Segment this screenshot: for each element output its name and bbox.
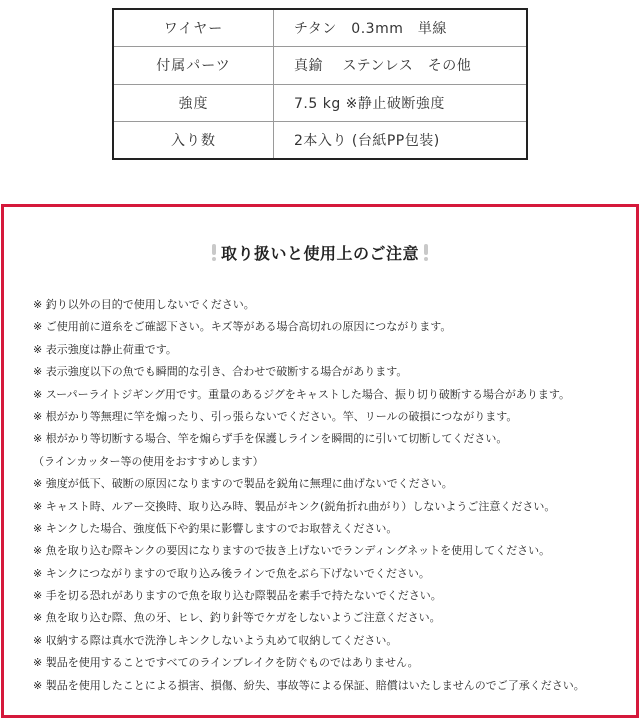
spec-row-wire [114,10,526,47]
caution-item: ※ キンクした場合、強度低下や釣果に影響しますのでお取替えください。 [33,521,398,535]
caution-item: ※ 表示強度は静止荷重です。 [33,342,177,356]
spec-value: 真鍮 ステンレス その他 [294,58,472,75]
caution-item: ※ 強度が低下、破断の原因になりますので製品を鋭角に無理に曲げないでください。 [33,477,453,491]
caution-item: ※ 収納する際は真水で洗浄しキンクしないよう丸めて収納してください。 [33,633,398,647]
caution-item: ※ 根がかり等無理に竿を煽ったり、引っ張らないでください。竿、リールの破損につながります。 [33,409,518,423]
caution-item: ※ 根がかり等切断する場合、竿を煽らず手を保護しラインを瞬間的に引いて切断してください。 [33,432,508,446]
caution-item-note: （ラインカッター等の使用をおすすめします） [33,454,264,468]
spec-row-parts [114,47,526,84]
spec-label: ワイヤー [114,10,274,46]
caution-item: ※ 表示強度以下の魚でも瞬間的な引き、合わせで破断する場合があります。 [33,365,408,379]
spec-value: 7.5 kg ※静止破断強度 [294,95,445,112]
spec-value: チタン 0.3mm 単線 [294,21,447,38]
caution-item: ※ キンクにつながりますので取り込み後ラインで魚をぶら下げないでください。 [33,566,430,580]
caution-item: ※ 釣り以外の目的で使用しないでください。 [33,298,255,311]
caution-item: ※ ご使用前に道糸をご確認下さい。キズ等がある場合高切れの原因につながります。 [33,320,452,334]
caution-item: ※ スーパーライトジギング用です。重量のあるジグをキャストした場合、振り切り破断する場合があります。 [33,387,570,401]
spec-row-quantity [114,122,526,158]
caution-item: ※ 魚を取り込む際キンクの要因になりますので抜き上げないでランディングネットを使用してください。 [33,544,551,558]
spec-label: 付属パーツ [114,47,274,83]
spec-label: 入り数 [114,122,274,158]
caution-box [1,204,639,718]
caution-list [33,294,628,697]
caution-item: ※ 魚を取り込む際、魚の牙、ヒレ、釣り針等でケガをしないようご注意ください。 [33,611,441,625]
spec-table [112,8,528,160]
spec-label: 強度 [114,85,274,121]
exclamation-icon [421,244,431,262]
spec-row-strength [114,85,526,122]
exclamation-icon [209,244,219,262]
caution-item: ※ 手を切る恐れがありますので魚を取り込む際製品を素手で持たないでください。 [33,589,442,603]
caution-heading [4,241,636,264]
caution-item: ※ キャスト時、ルアー交換時、取り込み時、製品がキンク(鋭角折れ曲がり）しないようご注意ください。 [33,499,556,513]
spec-value: 2本入り (台紙PP包装) [294,132,440,149]
caution-title: 取り扱いと使用上のご注意 [220,244,419,263]
caution-item: ※ 製品を使用したことによる損害、損傷、紛失、事故等による保証、賠償はいたしませんのでご了承ください。 [33,678,585,692]
caution-item: ※ 製品を使用することですべてのラインブレイクを防ぐものではありません。 [33,656,419,670]
